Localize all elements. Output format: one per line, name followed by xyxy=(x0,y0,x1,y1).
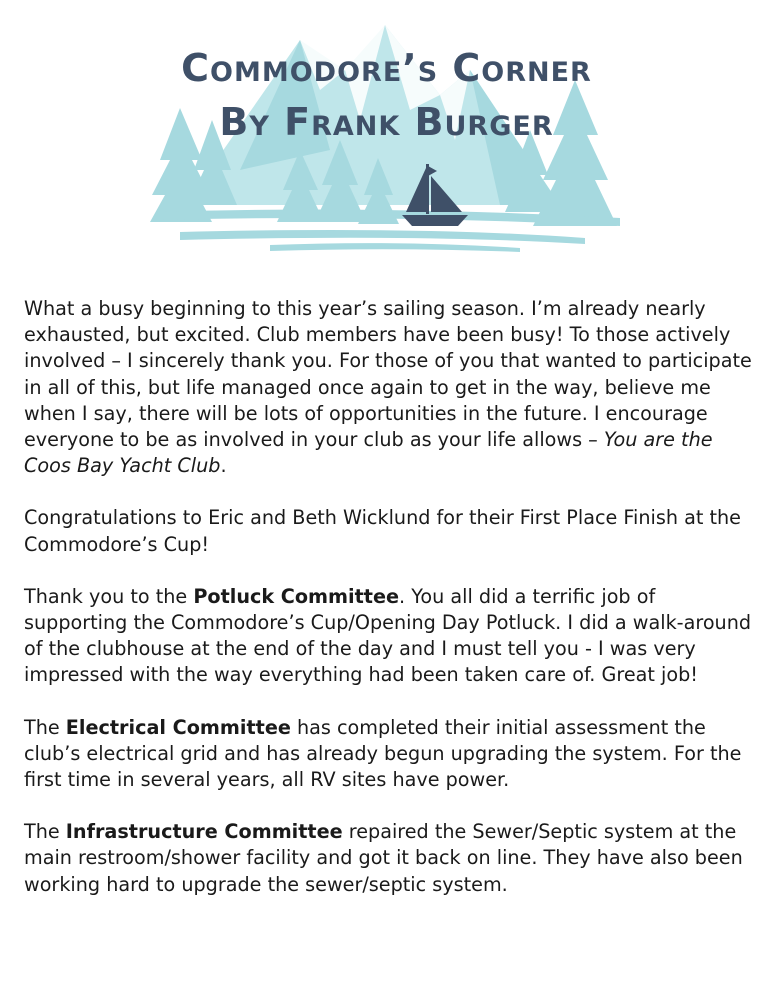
paragraph-text: Congratulations to Eric and Beth Wicklund for their First Place Finish at the Commodore’s Cup! xyxy=(24,506,741,556)
paragraph-lead: The xyxy=(24,715,66,739)
author-byline: By Frank Burger xyxy=(219,100,554,144)
committee-name: Potluck Committee xyxy=(193,584,399,608)
paragraph-text: . You all did a terrific job of supporting the Commodore’s Cup/Opening Day Potluck. I did a walk-around of the clubhouse at the end of the day and I must tell you - I was very impressed with the way everything had been taken care of. Great job! xyxy=(24,584,752,687)
committee-name: Infrastructure Committee xyxy=(65,820,343,844)
article-body xyxy=(24,296,754,924)
paragraph-text: What a busy beginning to this year’s sailing season. I’m already nearly exhausted, but excited. Club members have been busy! To those actively involved – I sincerely thank you. For those of you that wanted to participate in all of this, but life managed once again to get in the way, believe me when I say, there will be lots of opportunities in the future. I encourage everyone to be as involved in your club as your life allows – xyxy=(24,297,752,452)
emphasis-text: You are the Coos Bay Yacht Club xyxy=(24,428,713,478)
paragraph-text: has completed their initial assessment the club’s electrical grid and has already begun upgrading the system. For the first time in several years, all RV sites have power. xyxy=(24,715,742,792)
paragraph-congratulations xyxy=(24,505,754,557)
paragraph-text: repaired the Sewer/Septic system at the main restroom/shower facility and got it back on line. They have also been working hard to upgrade the sewer/septic system. xyxy=(24,820,743,896)
paragraph-lead: Thank you to the xyxy=(24,584,194,608)
water-lines xyxy=(160,210,620,252)
committee-name: Electrical Committee xyxy=(65,715,291,739)
page-title: Commodore’s Corner xyxy=(181,46,592,90)
paragraph-end: . xyxy=(220,454,227,478)
paragraph-potluck xyxy=(24,584,754,689)
paragraph-lead: The xyxy=(24,820,66,844)
paragraph-intro xyxy=(24,296,754,479)
paragraph-infrastructure xyxy=(24,819,754,898)
paragraph-electrical xyxy=(24,715,754,794)
header-banner xyxy=(0,0,773,270)
